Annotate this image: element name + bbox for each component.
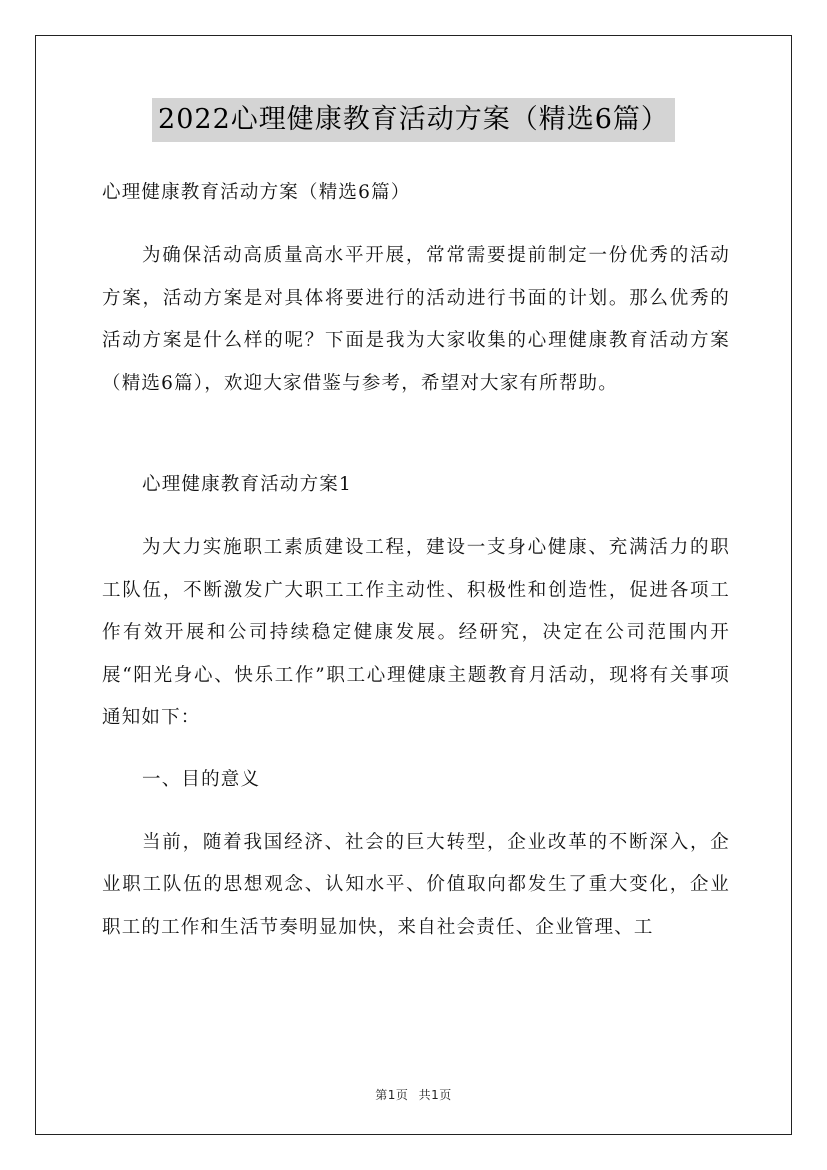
page-footer bbox=[0, 1086, 827, 1103]
title-area bbox=[0, 98, 827, 142]
page-number: 第1页 bbox=[375, 1088, 409, 1102]
subheading-purpose: 一、目的意义 bbox=[142, 768, 261, 790]
body-paragraph: 当前，随着我国经济、社会的巨大转型，企业改革的不断深入，企业职工队伍的思想观念、认知水平、价值取向都发生了重大变化，企业职工的工作和生活节奏明显加快，来自社会责任、企业管理、工 bbox=[102, 831, 730, 938]
document-subtitle: 心理健康教育活动方案（精选6篇） bbox=[102, 182, 411, 203]
section-heading: 心理健康教育活动方案1 bbox=[142, 474, 352, 495]
document-title: 2022心理健康教育活动方案（精选6篇） bbox=[152, 98, 675, 142]
paragraph-gap bbox=[102, 407, 730, 465]
intro-paragraph: 为确保活动高质量高水平开展，常常需要提前制定一份优秀的活动方案，活动方案是对具体将要进行的活动进行书面的计划。那么优秀的活动方案是什么样的呢？下面是我为大家收集的心理健康教育活动方案（精选6篇），欢迎大家借鉴与参考，希望对大家有所帮助。 bbox=[102, 245, 730, 394]
document-body bbox=[102, 173, 730, 951]
section-paragraph: 为大力实施职工素质建设工程，建设一支身心健康、充满活力的职工队伍，不断激发广大职工工作主动性、积极性和创造性，促进各项工作有效开展和公司持续稳定健康发展。经研究，决定在公司范围内开展“阳光身心、快乐工作”职工心理健康主题教育月活动，现将有关事项通知如下： bbox=[102, 537, 730, 728]
page-total: 共1页 bbox=[418, 1088, 452, 1102]
